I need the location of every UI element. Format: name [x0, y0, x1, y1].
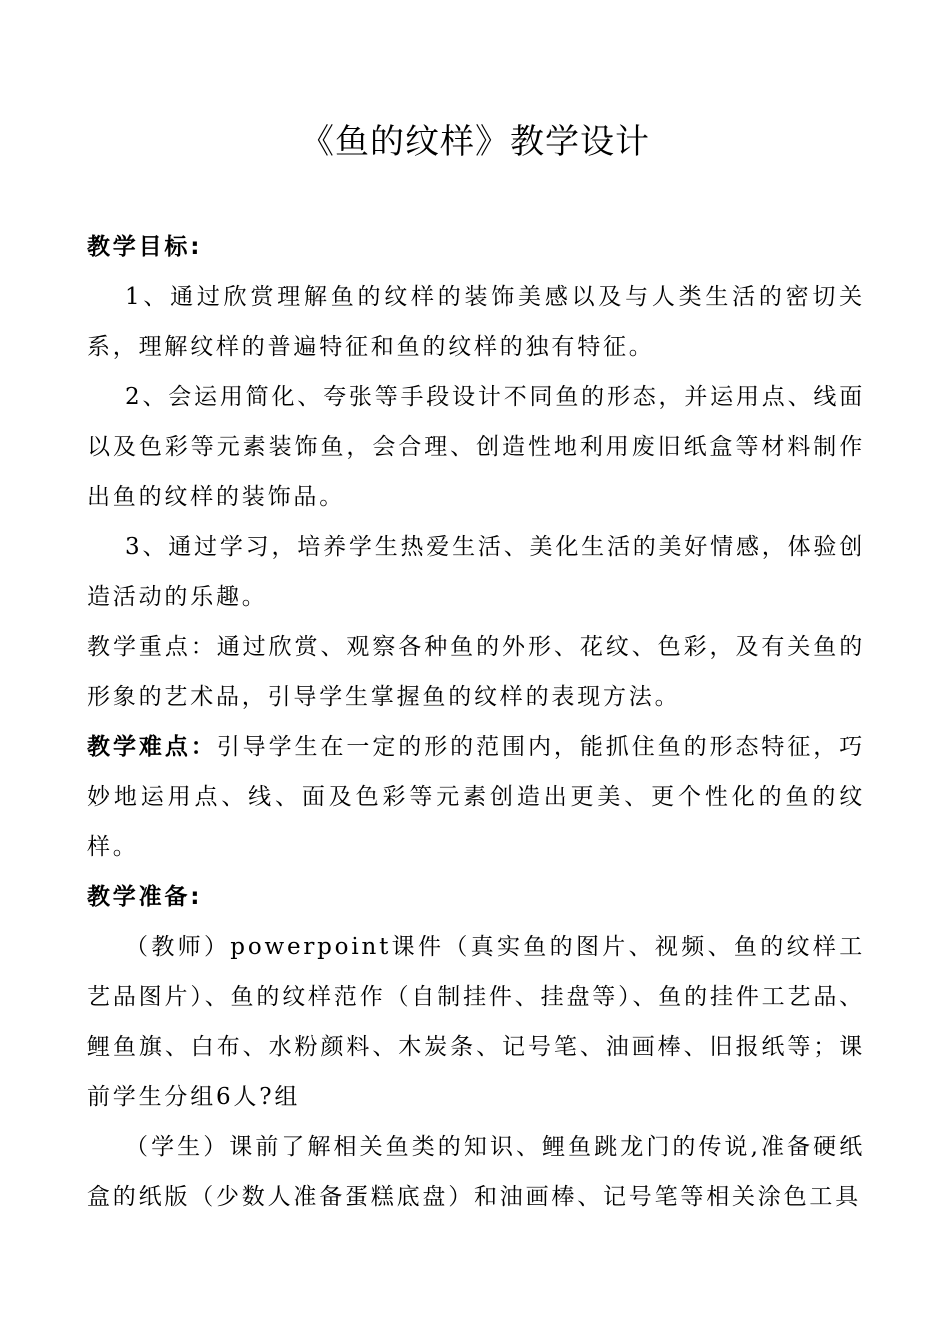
difficulty-label: 教学难点：	[87, 734, 217, 760]
difficulty-text: 引导学生在一定的形的范围内，能抓住鱼的形态特征，巧妙地运用点、线、面及色彩等元素创造出更美、更个性化的鱼的纹样。	[87, 734, 866, 860]
goal-item-2: 2、会运用简化、夸张等手段设计不同鱼的形态，并运用点、线面以及色彩等元素装饰鱼，会合理、创造性地利用废旧纸盒等材料制作出鱼的纹样的装饰品。	[87, 384, 865, 510]
document-title: 《鱼的纹样》教学设计	[300, 122, 650, 162]
student-preparation: （学生）课前了解相关鱼类的知识、鲤鱼跳龙门的传说,准备硬纸盒的纸版（少数人准备蛋糕底盘）和油画棒、记号笔等相关涂色工具	[87, 1134, 865, 1210]
preparation-heading: 教学准备:	[87, 884, 203, 910]
goals-heading: 教学目标:	[87, 234, 203, 260]
document-body	[87, 222, 865, 1222]
teacher-preparation: （教师）powerpoint课件（真实鱼的图片、视频、鱼的纹样工艺品图片）、鱼的纹样范作（自制挂件、挂盘等）、鱼的挂件工艺品、鲤鱼旗、白布、水粉颜料、木炭条、记号笔、油画棒、旧报纸等；课前学生分组6人?组	[87, 934, 865, 1110]
goal-item-1: 1、通过欣赏理解鱼的纹样的装饰美感以及与人类生活的密切关系，理解纹样的普遍特征和鱼的纹样的独有特征。	[87, 284, 865, 360]
key-point-paragraph: 教学重点：通过欣赏、观察各种鱼的外形、花纹、色彩，及有关鱼的形象的艺术品，引导学生掌握鱼的纹样的表现方法。	[87, 634, 865, 710]
goal-item-3: 3、通过学习，培养学生热爱生活、美化生活的美好情感，体验创造活动的乐趣。	[87, 534, 865, 610]
difficulty-paragraph	[87, 722, 865, 872]
